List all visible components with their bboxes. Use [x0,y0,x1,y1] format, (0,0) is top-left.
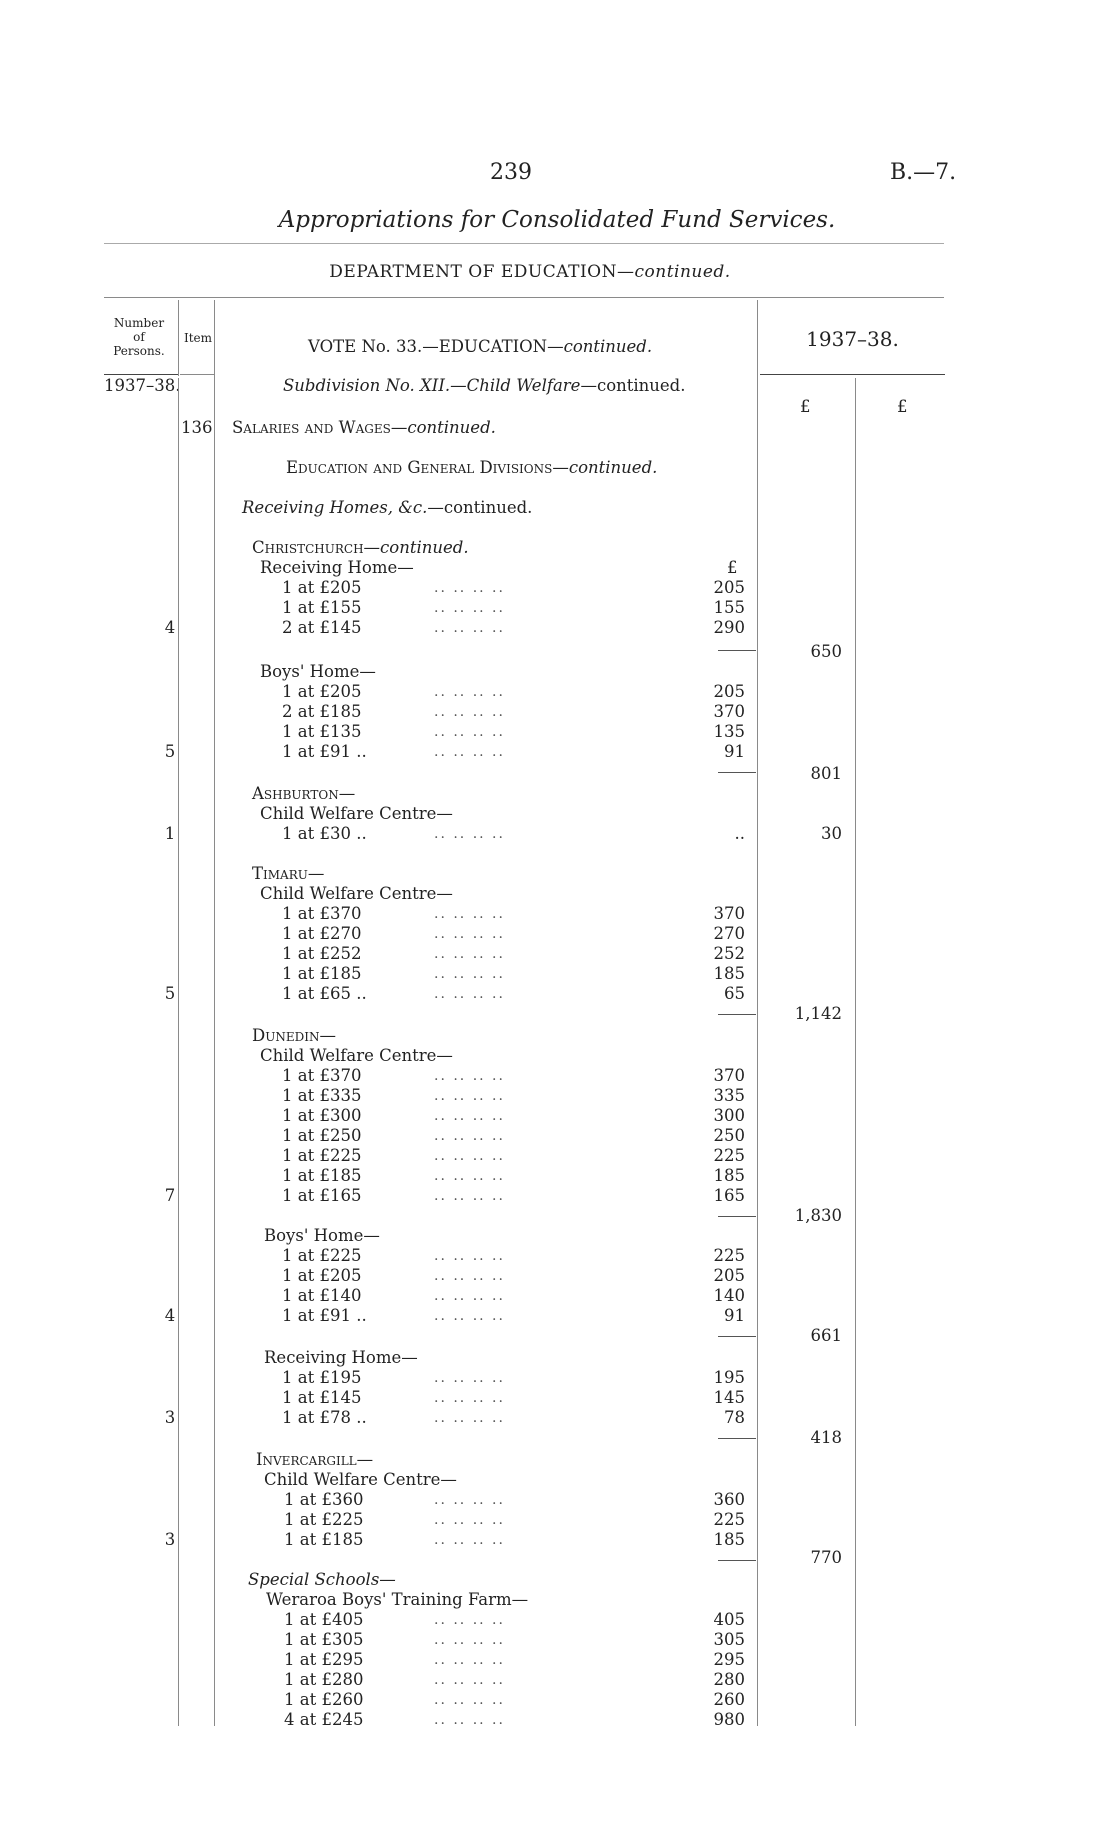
row-amount: 370 [713,702,745,721]
leader-dots: .. .. .. .. [434,620,505,636]
page-number: 239 [490,160,532,185]
row-label: 1 at £165 [282,1186,362,1205]
row-label: 1 at £78 .. [282,1408,367,1427]
page-title: Appropriations for Consolidated Fund Services. [278,207,836,233]
row-label: 1 at £295 [284,1650,364,1669]
section-total: 1,830 [794,1206,842,1225]
row-label: 1 at £155 [282,598,362,617]
subsection-heading: Receiving Home— [260,558,414,577]
header-persons-line2: of [133,330,145,344]
leader-dots: .. .. .. .. [434,1148,505,1164]
subsection-heading: Receiving Home— [264,1348,418,1367]
row-label: 1 at £195 [282,1368,362,1387]
rule-persons [178,378,179,1726]
row-amount: 135 [713,722,745,741]
row-amount: 91 [724,1306,745,1325]
row-amount: 305 [713,1630,745,1649]
persons-count: 3 [164,1530,176,1549]
row-amount: 185 [713,1530,745,1549]
rule-item [214,300,215,1726]
vote-heading-suffix: continued. [563,337,653,356]
row-amount: 250 [713,1126,745,1145]
leader-dots: .. .. .. .. [434,1108,505,1124]
subsection-heading: Boys' Home— [264,1226,380,1245]
section-heading-suffix: —continued. [363,538,469,557]
row-amount: 290 [713,618,745,637]
pound-column-2: £ [897,397,908,416]
leader-dots: .. .. .. .. [434,1532,505,1548]
subdivision-heading [283,376,686,395]
leader-dots: .. .. .. .. [434,704,505,720]
subsection-heading: Child Welfare Centre— [260,1046,453,1065]
row-amount: 270 [713,924,745,943]
row-label: 1 at £335 [282,1086,362,1105]
row-label: 2 at £145 [282,618,362,637]
divisions-heading [286,458,657,477]
subsection-heading: Weraroa Boys' Training Farm— [266,1590,529,1609]
persons-count: 1 [164,824,176,843]
leader-dots: .. .. .. .. [434,1492,505,1508]
department-suffix: —continued. [616,262,731,282]
row-amount: 205 [713,682,745,701]
year-header-rule [760,374,945,375]
row-amount: 165 [713,1186,745,1205]
leader-dots: .. .. .. .. [434,1308,505,1324]
persons-header-rule [104,374,178,375]
row-label: 1 at £185 [282,964,362,983]
leader-dots: .. .. .. .. [434,1512,505,1528]
persons-count: 3 [164,1408,176,1427]
section-total: 418 [810,1428,842,1447]
row-label: 1 at £270 [282,924,362,943]
section-heading: Ashburton— [252,784,356,803]
subtotal-rule [718,1216,756,1217]
row-label: 1 at £300 [282,1106,362,1125]
subsection-heading: Child Welfare Centre— [260,884,453,903]
leader-dots: .. .. .. .. [434,1088,505,1104]
row-amount: 225 [713,1146,745,1165]
department-heading [0,262,1060,282]
subsection-heading: Child Welfare Centre— [264,1470,457,1489]
row-label: 1 at £360 [284,1490,364,1509]
leader-dots: .. .. .. .. [434,1248,505,1264]
row-amount: 300 [713,1106,745,1125]
pound-sign: £ [727,558,738,577]
row-amount: 140 [713,1286,745,1305]
item-number: 136 [181,418,213,437]
header-persons-year: 1937–38. [104,376,181,395]
subsection-heading: Child Welfare Centre— [260,804,453,823]
section-heading-text: Christchurch [252,538,364,557]
item-header-rule [180,374,214,375]
row-label: 1 at £185 [282,1166,362,1185]
leader-dots: .. .. .. .. [434,724,505,740]
row-amount: .. [734,824,745,843]
receiving-homes-suffix: —continued. [427,498,533,517]
leader-dots: .. .. .. .. [434,1128,505,1144]
leader-dots: .. .. .. .. [434,986,505,1002]
leader-dots: .. .. .. .. [434,1068,505,1084]
header-item: Item [183,331,213,345]
leader-dots: .. .. .. .. [434,1672,505,1688]
section-total: 650 [810,642,842,661]
subtotal-rule [718,1014,756,1015]
row-label: 1 at £370 [282,904,362,923]
row-label: 1 at £260 [284,1690,364,1709]
subsection-heading: Boys' Home— [260,662,376,681]
subtotal-rule [718,1438,756,1439]
leader-dots: .. .. .. .. [434,1712,505,1728]
persons-count: 4 [164,618,176,637]
header-persons-line1: Number [113,316,165,330]
persons-count: 4 [164,1306,176,1325]
section-total: 801 [810,764,842,783]
row-label: 1 at £405 [284,1610,364,1629]
row-label: 2 at £185 [282,702,362,721]
receiving-homes-heading [242,498,532,517]
vote-heading-text: VOTE No. 33.—EDUCATION— [308,337,564,356]
section-heading: Dunedin— [252,1026,336,1045]
leader-dots: .. .. .. .. [434,826,505,842]
divisions-text: Education and General Divisions [286,458,553,477]
row-label: 1 at £225 [282,1146,362,1165]
row-label: 1 at £91 .. [282,1306,367,1325]
row-label: 1 at £370 [282,1066,362,1085]
leader-dots: .. .. .. .. [434,1268,505,1284]
leader-dots: .. .. .. .. [434,946,505,962]
row-amount: 145 [713,1388,745,1407]
subtotal-rule [718,650,756,651]
row-amount: 370 [713,1066,745,1085]
salaries-heading [232,418,496,437]
leader-dots: .. .. .. .. [434,1410,505,1426]
subtotal-rule [718,1336,756,1337]
subdivision-text: Subdivision No. XII.—Child Welfare [283,376,581,395]
section-heading: Timaru— [252,864,325,883]
leader-dots: .. .. .. .. [434,926,505,942]
divisions-suffix: —continued. [552,458,658,477]
leader-dots: .. .. .. .. [434,1390,505,1406]
row-amount: 78 [724,1408,745,1427]
row-label: 1 at £65 .. [282,984,367,1003]
rule-total [855,378,856,1726]
leader-dots: .. .. .. .. [434,744,505,760]
row-amount: 155 [713,598,745,617]
subdivision-suffix: —continued. [580,376,686,395]
leader-dots: .. .. .. .. [434,684,505,700]
row-label: 1 at £135 [282,722,362,741]
section-heading: Special Schools— [248,1570,396,1589]
row-label: 1 at £145 [282,1388,362,1407]
row-amount: 91 [724,742,745,761]
row-label: 1 at £252 [282,944,362,963]
leader-dots: .. .. .. .. [434,1370,505,1386]
section-heading: Invercargill— [256,1450,374,1469]
leader-dots: .. .. .. .. [434,580,505,596]
table-top-rule [104,297,944,298]
leader-dots: .. .. .. .. [434,1632,505,1648]
leader-dots: .. .. .. .. [434,966,505,982]
section-total: 30 [821,824,842,843]
row-amount: 225 [713,1510,745,1529]
section-total: 661 [810,1326,842,1345]
row-label: 1 at £30 .. [282,824,367,843]
salaries-suffix: —continued. [390,418,496,437]
row-amount: 280 [713,1670,745,1689]
subtotal-rule [718,772,756,773]
header-year: 1937–38. [806,327,899,351]
leader-dots: .. .. .. .. [434,1168,505,1184]
row-label: 4 at £245 [284,1710,364,1729]
row-amount: 185 [713,964,745,983]
row-amount: 225 [713,1246,745,1265]
row-amount: 195 [713,1368,745,1387]
rule-persons-header [178,300,179,376]
row-label: 1 at £225 [284,1510,364,1529]
header-persons-line3: Persons. [113,344,165,358]
leader-dots: .. .. .. .. [434,1188,505,1204]
page-reference: B.—7. [890,160,957,185]
header-number-of-persons [104,316,174,358]
row-amount: 65 [724,984,745,1003]
section-total: 770 [810,1548,842,1567]
persons-count: 5 [164,984,176,1003]
row-label: 1 at £205 [282,1266,362,1285]
persons-count: 5 [164,742,176,761]
department-name: DEPARTMENT OF EDUCATION [329,262,617,282]
leader-dots: .. .. .. .. [434,906,505,922]
vote-heading [308,337,652,356]
row-amount: 370 [713,904,745,923]
receiving-homes-text: Receiving Homes, &c. [242,498,428,517]
row-amount: 405 [713,1610,745,1629]
leader-dots: .. .. .. .. [434,1692,505,1708]
pound-column-1: £ [800,397,811,416]
section-heading [252,538,469,557]
row-label: 1 at £91 .. [282,742,367,761]
subtotal-rule [718,1560,756,1561]
row-label: 1 at £205 [282,578,362,597]
leader-dots: .. .. .. .. [434,1612,505,1628]
row-label: 1 at £250 [282,1126,362,1145]
row-amount: 335 [713,1086,745,1105]
row-label: 1 at £205 [282,682,362,701]
row-amount: 295 [713,1650,745,1669]
row-amount: 252 [713,944,745,963]
row-label: 1 at £305 [284,1630,364,1649]
section-total: 1,142 [794,1004,842,1023]
salaries-text: Salaries and Wages [232,418,391,437]
row-label: 1 at £185 [284,1530,364,1549]
leader-dots: .. .. .. .. [434,1288,505,1304]
row-label: 1 at £280 [284,1670,364,1689]
row-amount: 205 [713,578,745,597]
title-rule [104,243,944,244]
row-amount: 360 [713,1490,745,1509]
row-amount: 205 [713,1266,745,1285]
row-label: 1 at £225 [282,1246,362,1265]
row-amount: 260 [713,1690,745,1709]
leader-dots: .. .. .. .. [434,600,505,616]
row-label: 1 at £140 [282,1286,362,1305]
row-amount: 185 [713,1166,745,1185]
persons-count: 7 [164,1186,176,1205]
row-amount: 980 [713,1710,745,1729]
leader-dots: .. .. .. .. [434,1652,505,1668]
